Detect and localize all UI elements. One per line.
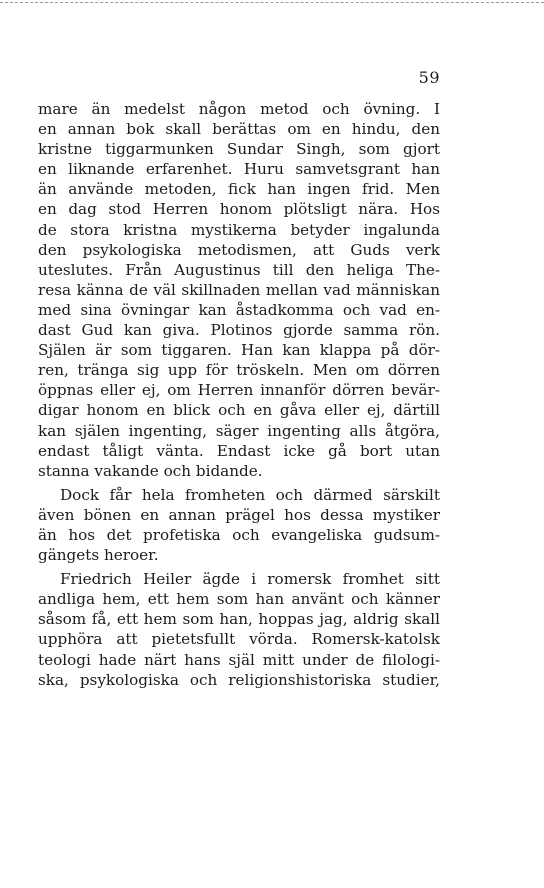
text-line: dast Gud kan giva. Plotinos gjorde samma rön. <box>38 321 440 340</box>
text-line: endast tåligt vänta. Endast icke gå bort utan <box>38 441 440 460</box>
text-line: en annan bok skall berättas om en hindu, den <box>38 120 440 139</box>
paragraph-1 <box>38 99 440 481</box>
text-line: öppnas eller ej, om Herren innanför dörren bevär- <box>38 381 440 400</box>
text-line: än använde metoden, fick han ingen frid. Men <box>38 180 440 199</box>
text-line: såsom få, ett hem som han, hoppas jag, aldrig skall <box>38 610 440 629</box>
top-edge-rule <box>0 2 544 3</box>
page-number: 59 <box>418 68 440 87</box>
text-line: andliga hem, ett hem som han använt och känner <box>38 590 440 609</box>
body-text <box>38 99 440 690</box>
text-line: kan själen ingenting, säger ingenting alls åtgöra, <box>38 421 440 440</box>
text-line: mare än medelst någon metod och övning. I <box>38 100 440 118</box>
text-line: upphöra att pietetsfullt vörda. Romersk-katolsk <box>38 630 440 649</box>
text-line: kristne tiggarmunken Sundar Singh, som gjort <box>38 140 440 159</box>
text-line: Friedrich Heiler ägde i romersk fromhet sitt <box>60 570 440 589</box>
text-line: med sina övningar kan åstadkomma och vad en- <box>38 300 440 319</box>
text-line: gängets heroer. <box>38 546 159 565</box>
text-line: Själen är som tiggaren. Han kan klappa på dör- <box>38 341 440 360</box>
text-line: den psykologiska metodismen, att Guds verk <box>38 240 440 259</box>
paragraph-2 <box>38 485 440 565</box>
text-line: ska, psykologiska och religionshistoriska studier, <box>38 670 440 689</box>
text-line: de stora kristna mystikerna betyder ingalunda <box>38 220 440 239</box>
text-line: även bönen en annan prägel hos dessa mystiker <box>38 505 440 524</box>
text-line: en liknande erfarenhet. Huru samvetsgrant han <box>38 160 440 179</box>
text-line: ren, tränga sig upp för tröskeln. Men om dörren <box>38 361 440 380</box>
text-line: teologi hade närt hans själ mitt under de filologi- <box>38 650 440 669</box>
paragraph-3 <box>38 569 440 690</box>
text-line: stanna vakande och bidande. <box>38 461 263 480</box>
text-line: Dock får hela fromheten och därmed särskilt <box>60 485 440 504</box>
text-line: uteslutes. Från Augustinus till den heliga The- <box>38 260 440 279</box>
text-line: en dag stod Herren honom plötsligt nära. Hos <box>38 200 440 219</box>
text-line: digar honom en blick och en gåva eller ej, därtill <box>38 401 440 420</box>
text-line: resa känna de väl skillnaden mellan vad människan <box>38 280 440 299</box>
text-line: än hos det profetiska och evangeliska gudsum- <box>38 525 440 544</box>
